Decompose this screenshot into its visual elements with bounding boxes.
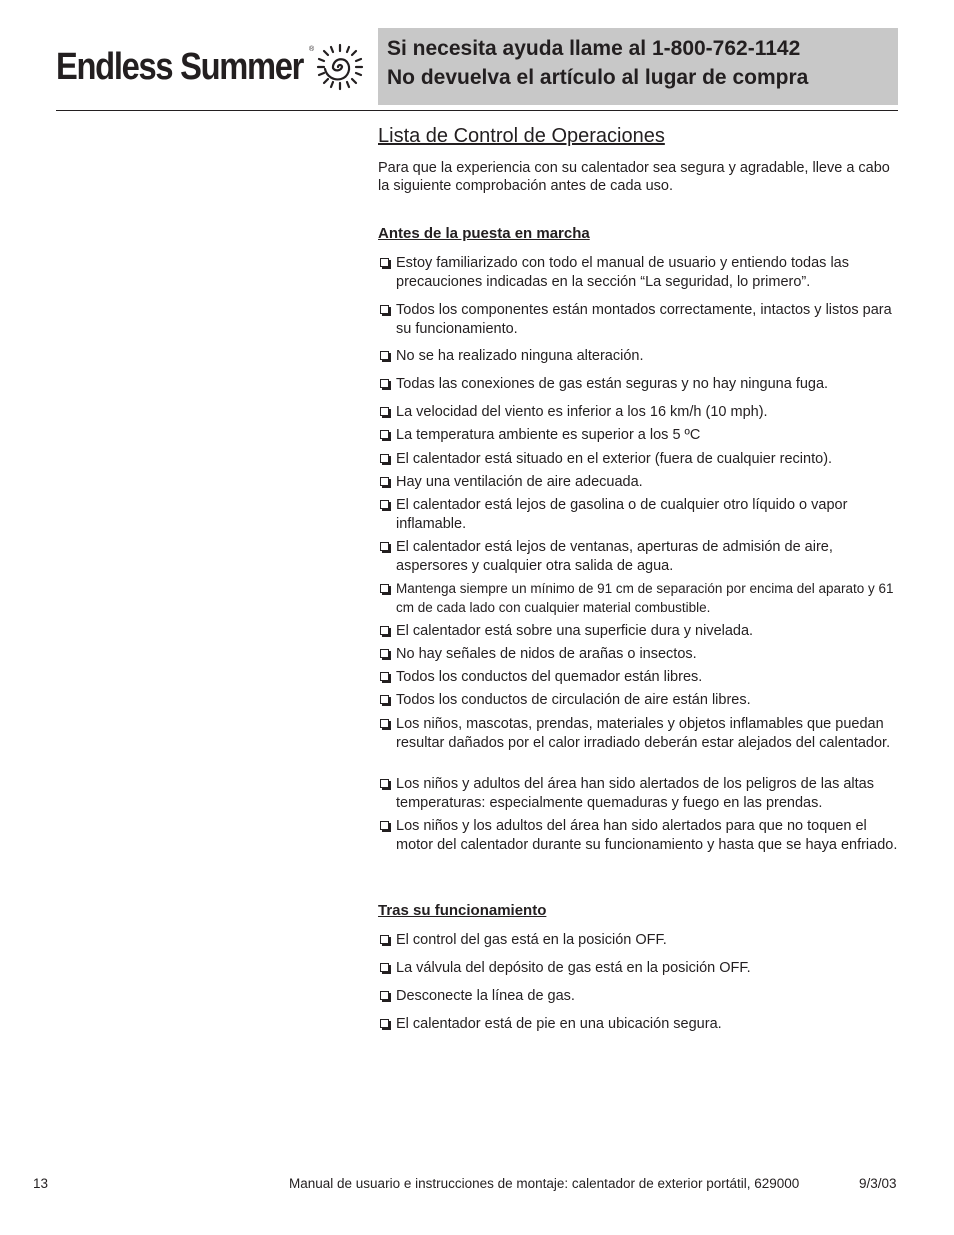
- footer-manual-title: Manual de usuario e instrucciones de montaje: calentador de exterior portátil, 629000: [289, 1176, 800, 1191]
- checklist-item[interactable]: Los niños y los adultos del área han sido alertados para que no toquen el motor del calentador durante su funcionamiento y hasta que se haya enfriado.: [378, 817, 898, 854]
- intro-paragraph: Para que la experiencia con su calentador sea segura y agradable, lleve a cabo la siguiente comprobación antes de cada uso.: [378, 160, 890, 194]
- checklist-item[interactable]: No hay señales de nidos de arañas o insectos.: [378, 645, 898, 664]
- checklist-item[interactable]: El calentador está lejos de gasolina o de cualquier otro líquido o vapor inflamable.: [378, 496, 898, 533]
- checklist-item[interactable]: El control del gas está en la posición OFF.: [378, 931, 898, 950]
- sun-swirl-icon: [314, 42, 366, 92]
- checklist-item[interactable]: Desconecte la línea de gas.: [378, 987, 898, 1006]
- section-heading-before-start: Antes de la puesta en marcha: [378, 225, 590, 242]
- checklist-item[interactable]: Todos los conductos de circulación de aire están libres.: [378, 691, 898, 710]
- page-title: Lista de Control de Operaciones: [378, 125, 665, 147]
- checklist-item[interactable]: Todas las conexiones de gas están seguras y no hay ninguna fuga.: [378, 375, 898, 394]
- checkbox-icon[interactable]: [380, 695, 389, 704]
- checkbox-icon[interactable]: [380, 430, 389, 439]
- checklist-item[interactable]: Todos los componentes están montados correctamente, intactos y listos para su funcionamiento.: [378, 301, 898, 338]
- header-divider: [56, 110, 898, 111]
- checklist-item[interactable]: Los niños y adultos del área han sido alertados de los peligros de las altas temperaturas: especialmente quemaduras y fuego en las prendas.: [378, 775, 898, 812]
- checklist-item[interactable]: El calentador está de pie en una ubicación segura.: [378, 1015, 898, 1034]
- checkbox-icon[interactable]: [380, 379, 389, 388]
- checkbox-icon[interactable]: [380, 351, 389, 360]
- checkbox-icon[interactable]: [380, 935, 389, 944]
- registered-mark: ®: [309, 46, 315, 53]
- logo-wordmark: Endless Summer: [56, 46, 304, 88]
- checklist-item[interactable]: El calentador está situado en el exterior (fuera de cualquier recinto).: [378, 450, 898, 469]
- footer-date: 9/3/03: [859, 1176, 897, 1191]
- checkbox-icon[interactable]: [380, 584, 389, 593]
- checkbox-icon[interactable]: [380, 626, 389, 635]
- help-banner: [378, 28, 898, 105]
- checklist-item[interactable]: El calentador está sobre una superficie dura y nivelada.: [378, 622, 898, 641]
- checklist-item[interactable]: Todos los conductos del quemador están libres.: [378, 668, 898, 687]
- checkbox-icon[interactable]: [380, 454, 389, 463]
- checklist-item[interactable]: La temperatura ambiente es superior a los 5 ºC: [378, 426, 898, 445]
- checkbox-icon[interactable]: [380, 305, 389, 314]
- checklist-item[interactable]: Mantenga siempre un mínimo de 91 cm de separación por encima del aparato y 61 cm de cada lado con cualquier material combustible.: [378, 580, 898, 617]
- checkbox-icon[interactable]: [380, 1019, 389, 1028]
- page-number: 13: [33, 1176, 49, 1191]
- help-phone-line: Si necesita ayuda llame al 1-800-762-1142: [387, 37, 801, 60]
- checkbox-icon[interactable]: [380, 963, 389, 972]
- checkbox-icon[interactable]: [380, 719, 389, 728]
- checklist-item[interactable]: Estoy familiarizado con todo el manual de usuario y entiendo todas las precauciones indicadas en la sección “La seguridad, lo primero”.: [378, 254, 898, 291]
- checklist-item[interactable]: Los niños, mascotas, prendas, materiales y objetos inflamables que puedan resultar dañados por el calor irradiado deberán estar alejados del calentador.: [378, 715, 898, 752]
- checkbox-icon[interactable]: [380, 779, 389, 788]
- checkbox-icon[interactable]: [380, 542, 389, 551]
- checklist-item[interactable]: La válvula del depósito de gas está en la posición OFF.: [378, 959, 898, 978]
- section-heading-after-use: Tras su funcionamiento: [378, 902, 547, 919]
- checklist-item[interactable]: No se ha realizado ninguna alteración.: [378, 347, 898, 366]
- checklist-item[interactable]: La velocidad del viento es inferior a los 16 km/h (10 mph).: [378, 403, 898, 422]
- brand-logo: [56, 40, 366, 96]
- checkbox-icon[interactable]: [380, 649, 389, 658]
- checkbox-icon[interactable]: [380, 500, 389, 509]
- checkbox-icon[interactable]: [380, 407, 389, 416]
- checkbox-icon[interactable]: [380, 477, 389, 486]
- checkbox-icon[interactable]: [380, 821, 389, 830]
- checkbox-icon[interactable]: [380, 991, 389, 1000]
- checkbox-icon[interactable]: [380, 672, 389, 681]
- checklist-item[interactable]: Hay una ventilación de aire adecuada.: [378, 473, 898, 492]
- return-notice-line: No devuelva el artículo al lugar de compra: [387, 66, 809, 89]
- checkbox-icon[interactable]: [380, 258, 389, 267]
- checklist-item[interactable]: El calentador está lejos de ventanas, aperturas de admisión de aire, aspersores y cualquier otra salida de agua.: [378, 538, 898, 575]
